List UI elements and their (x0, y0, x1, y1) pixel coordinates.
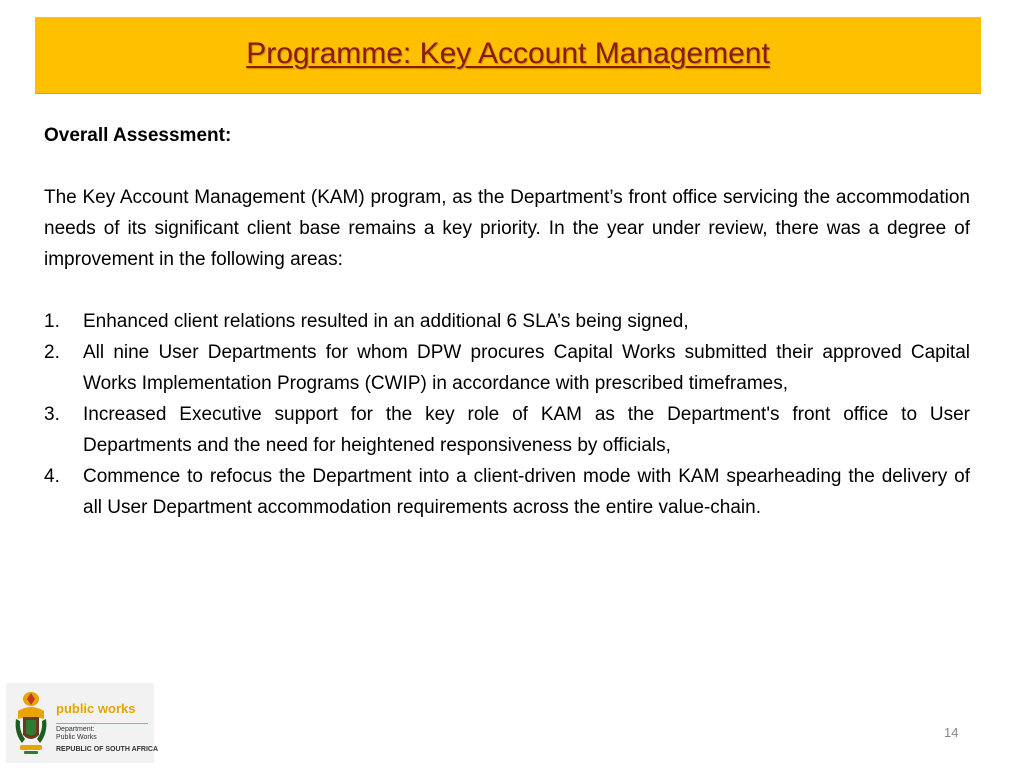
slide-title: Programme: Key Account Management (246, 37, 770, 70)
title-bar (35, 17, 981, 94)
list-item (44, 461, 970, 523)
coat-of-arms-icon (12, 689, 50, 757)
slide-body (44, 120, 970, 523)
intro-paragraph: The Key Account Management (KAM) program, as the Department’s front office servicing the accommodation needs of its significant client base remains a key priority. In the year under review, there was a degree of improvement in the following areas: (44, 187, 970, 270)
list-item-text: Enhanced client relations resulted in an additional 6 SLA’s being signed, (83, 311, 689, 332)
public-works-logo (6, 683, 159, 763)
brand-divider (56, 723, 148, 724)
list-item-text: All nine User Departments for whom DPW procures Capital Works submitted their approved Capital Works Implementation Programs (CWIP) in accordance with prescribed timeframes, (83, 342, 970, 394)
department-label: Department: (56, 726, 95, 733)
brand-country: REPUBLIC OF SOUTH AFRICA (56, 746, 159, 753)
list-item-number: 1. (44, 311, 60, 332)
brand-department (56, 726, 97, 742)
page-number: 14 (944, 725, 959, 740)
list-item-text: Increased Executive support for the key role of KAM as the Department's front office to User Departments and the need for heightened responsiveness by officials, (83, 404, 970, 456)
list-item-number: 2. (44, 342, 60, 363)
list-item-text: Commence to refocus the Department into a client-driven mode with KAM spearheading the delivery of all User Department accommodation requirements across the entire value-chain. (83, 466, 970, 518)
list-item (44, 337, 970, 399)
list-item (44, 399, 970, 461)
brand-name: public works (56, 701, 136, 716)
list-item-number: 4. (44, 466, 60, 487)
improvement-list (44, 306, 970, 523)
list-item-number: 3. (44, 404, 60, 425)
section-heading: Overall Assessment: (44, 125, 232, 146)
department-name: Public Works (56, 734, 97, 741)
list-item (44, 306, 970, 337)
